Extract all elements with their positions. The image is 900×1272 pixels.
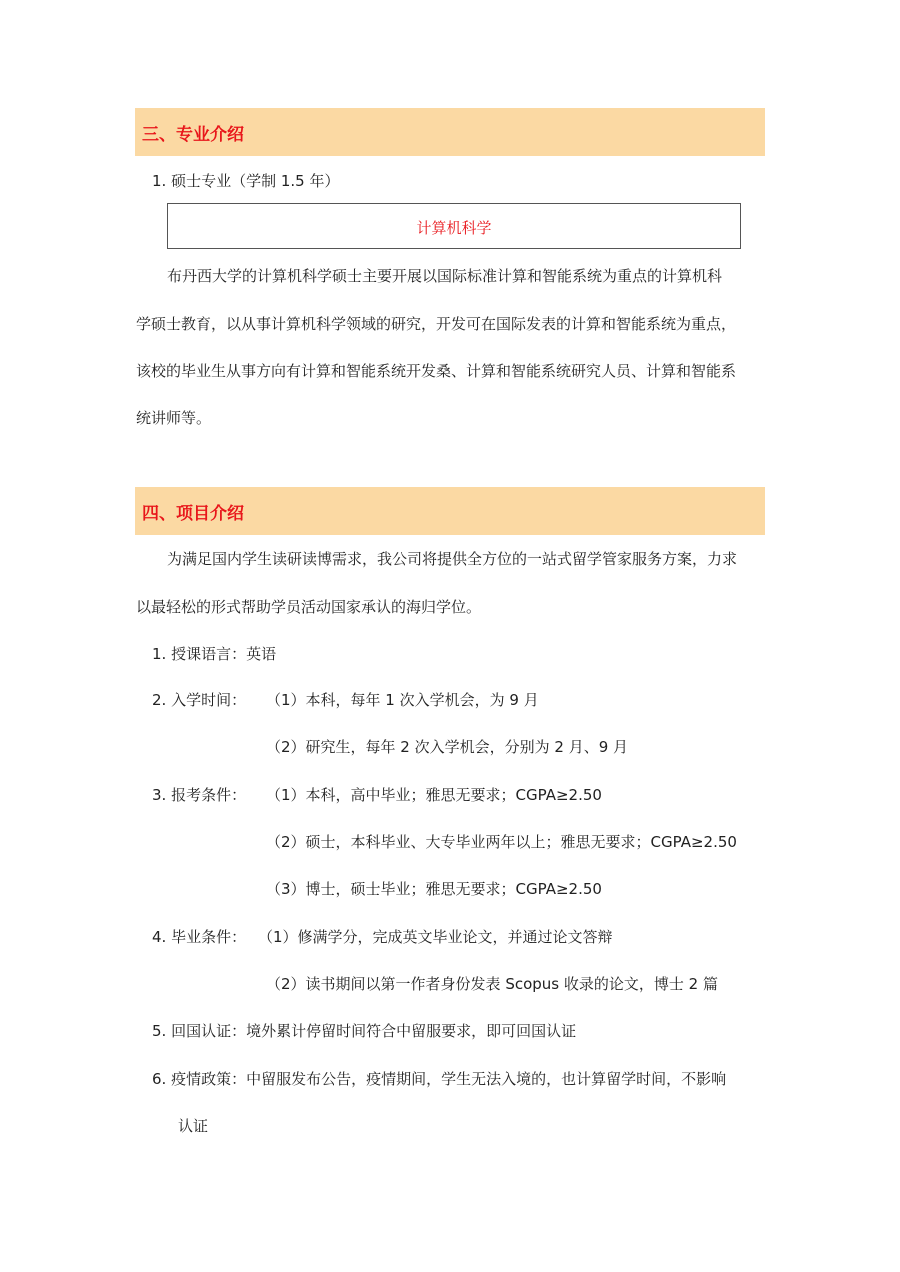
- paragraph-line-1: 布丹西大学的计算机科学硕士主要开展以国际标准计算和智能系统为重点的计算机科: [167, 267, 723, 285]
- item-req-label: 3. 报考条件：: [152, 786, 247, 804]
- item-grad-2: （2）读书期间以第一作者身份发表 Scopus 收录的论文，博士 2 篇: [266, 975, 718, 993]
- major-name: 计算机科学: [416, 219, 492, 237]
- item-covid-line-1: 6. 疫情政策：中留服发布公告，疫情期间，学生无法入境的，也计算留学时间，不影响: [152, 1070, 727, 1088]
- section-3-title: 三、专业介绍: [142, 125, 244, 145]
- section-3-header: [135, 108, 765, 156]
- intro-line-1: 为满足国内学生读研读博需求，我公司将提供全方位的一站式留学管家服务方案，力求: [167, 550, 738, 568]
- major-box: [167, 203, 741, 249]
- item-req-2: （2）硕士，本科毕业、大专毕业两年以上；雅思无要求；CGPA≥2.50: [266, 833, 737, 851]
- section-4-title: 四、项目介绍: [142, 504, 244, 524]
- item-time-label: 2. 入学时间：: [152, 691, 247, 709]
- section-3-item-1: 1. 硕士专业（学制 1.5 年）: [152, 172, 340, 190]
- item-language: 1. 授课语言：英语: [152, 645, 277, 663]
- paragraph-line-3: 该校的毕业生从事方向有计算和智能系统开发桑、计算和智能系统研究人员、计算和智能系: [136, 362, 737, 380]
- section-4-header: [135, 487, 765, 535]
- item-grad-1: （1）修满学分，完成英文毕业论文，并通过论文答辩: [258, 928, 613, 946]
- item-time-2: （2）研究生，每年 2 次入学机会，分别为 2 月、9 月: [266, 738, 629, 756]
- paragraph-line-2: 学硕士教育，以从事计算机科学领域的研究，开发可在国际发表的计算和智能系统为重点，: [136, 315, 737, 333]
- item-grad-label: 4. 毕业条件：: [152, 928, 247, 946]
- item-time-1: （1）本科，每年 1 次入学机会，为 9 月: [266, 691, 539, 709]
- item-cert: 5. 回国认证：境外累计停留时间符合中留服要求，即可回国认证: [152, 1022, 577, 1040]
- item-covid-line-2: 认证: [178, 1117, 209, 1135]
- item-req-3: （3）博士，硕士毕业；雅思无要求；CGPA≥2.50: [266, 880, 602, 898]
- intro-line-2: 以最轻松的形式帮助学员活动国家承认的海归学位。: [136, 598, 482, 616]
- item-req-1: （1）本科，高中毕业；雅思无要求；CGPA≥2.50: [266, 786, 602, 804]
- paragraph-line-4: 统讲师等。: [136, 409, 212, 427]
